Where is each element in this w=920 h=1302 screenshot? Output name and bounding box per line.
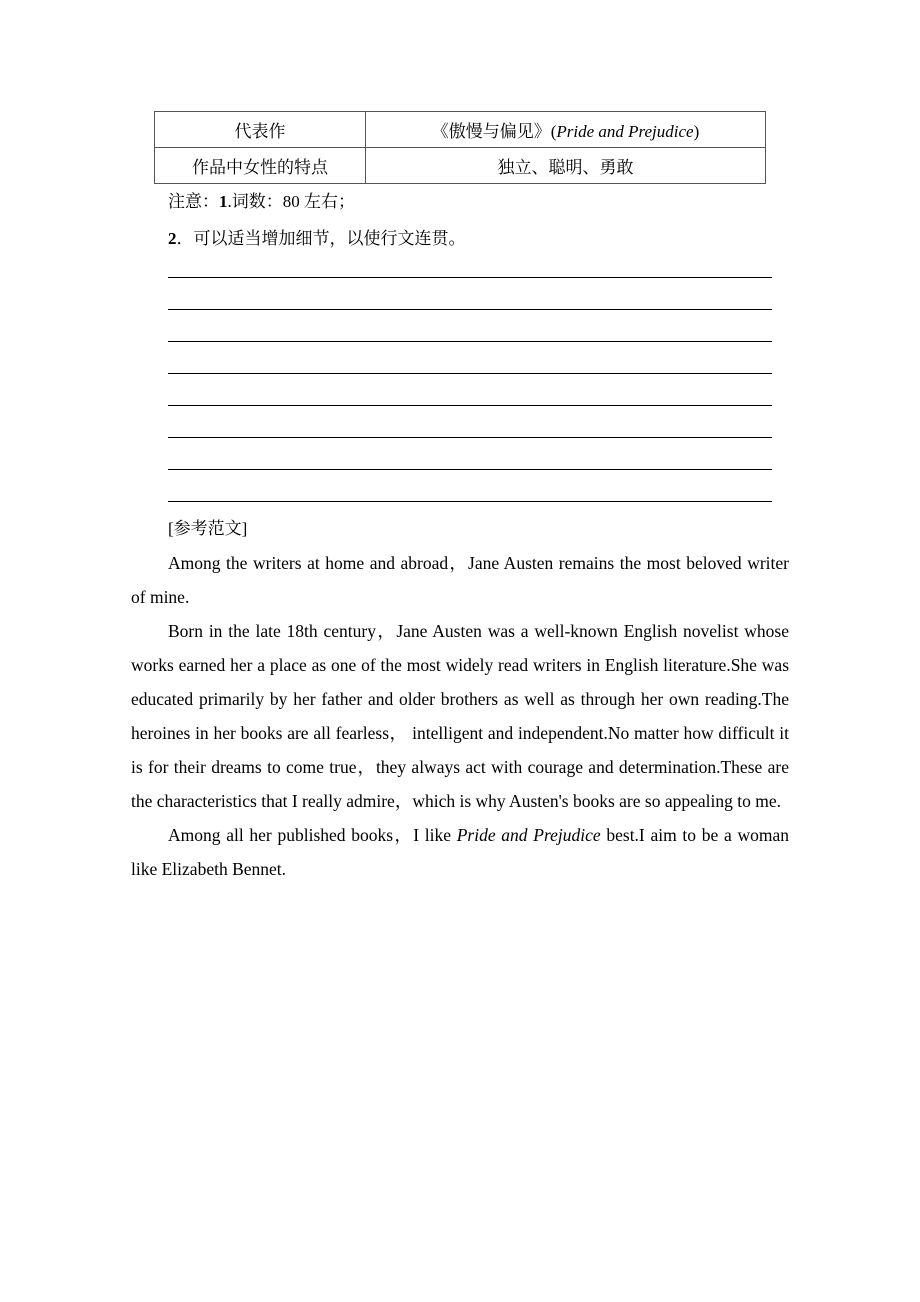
row-label: 作品中女性的特点 [155, 148, 366, 184]
answer-line[interactable] [168, 373, 772, 374]
answer-line[interactable] [168, 437, 772, 438]
reference-heading: [参考范文] [168, 519, 248, 538]
essay-paragraph: Among the writers at home and abroad，Jane Austen remains the most beloved writer of mine. [131, 553, 789, 607]
answer-line[interactable] [168, 341, 772, 342]
essay-paragraph: Born in the late 18th century，Jane Austen was a well‑known English novelist whose works earned her a place as one of the most widely read writers in English literature.She was educated primarily by her father and older brothers as well as through her own reading.The heroines in her books are all fearless， intelligent and independent.No matter how difficult it is for their dreams to come true，they always act with courage and determination.These are the characteristics that I really admire，which is why Austen's books are so appealing to me. [131, 621, 789, 811]
answer-line[interactable] [168, 309, 772, 310]
row-label: 代表作 [155, 112, 366, 148]
row-value: 独立、聪明、勇敢 [366, 148, 766, 184]
table-row [155, 148, 766, 184]
table-row [155, 112, 766, 148]
sample-essay [131, 546, 789, 886]
book-title-en: Pride and Prejudice [556, 122, 694, 141]
answer-line[interactable] [168, 277, 772, 278]
book-title-cn: 《傲慢与偏见》 [431, 122, 551, 141]
essay-paragraph: Among all her published books，I like Pride and Prejudice best.I aim to be a woman like Elizabeth Bennet. [131, 825, 789, 879]
info-table [154, 111, 766, 184]
answer-line[interactable] [168, 501, 772, 502]
answer-line[interactable] [168, 469, 772, 470]
note-1: 注意：1.词数：80 左右； [168, 192, 355, 211]
row-value: 《傲慢与偏见》(Pride and Prejudice) [366, 112, 766, 148]
answer-line[interactable] [168, 405, 772, 406]
note-2: 2．可以适当增加细节，以使行文连贯。 [168, 229, 466, 248]
